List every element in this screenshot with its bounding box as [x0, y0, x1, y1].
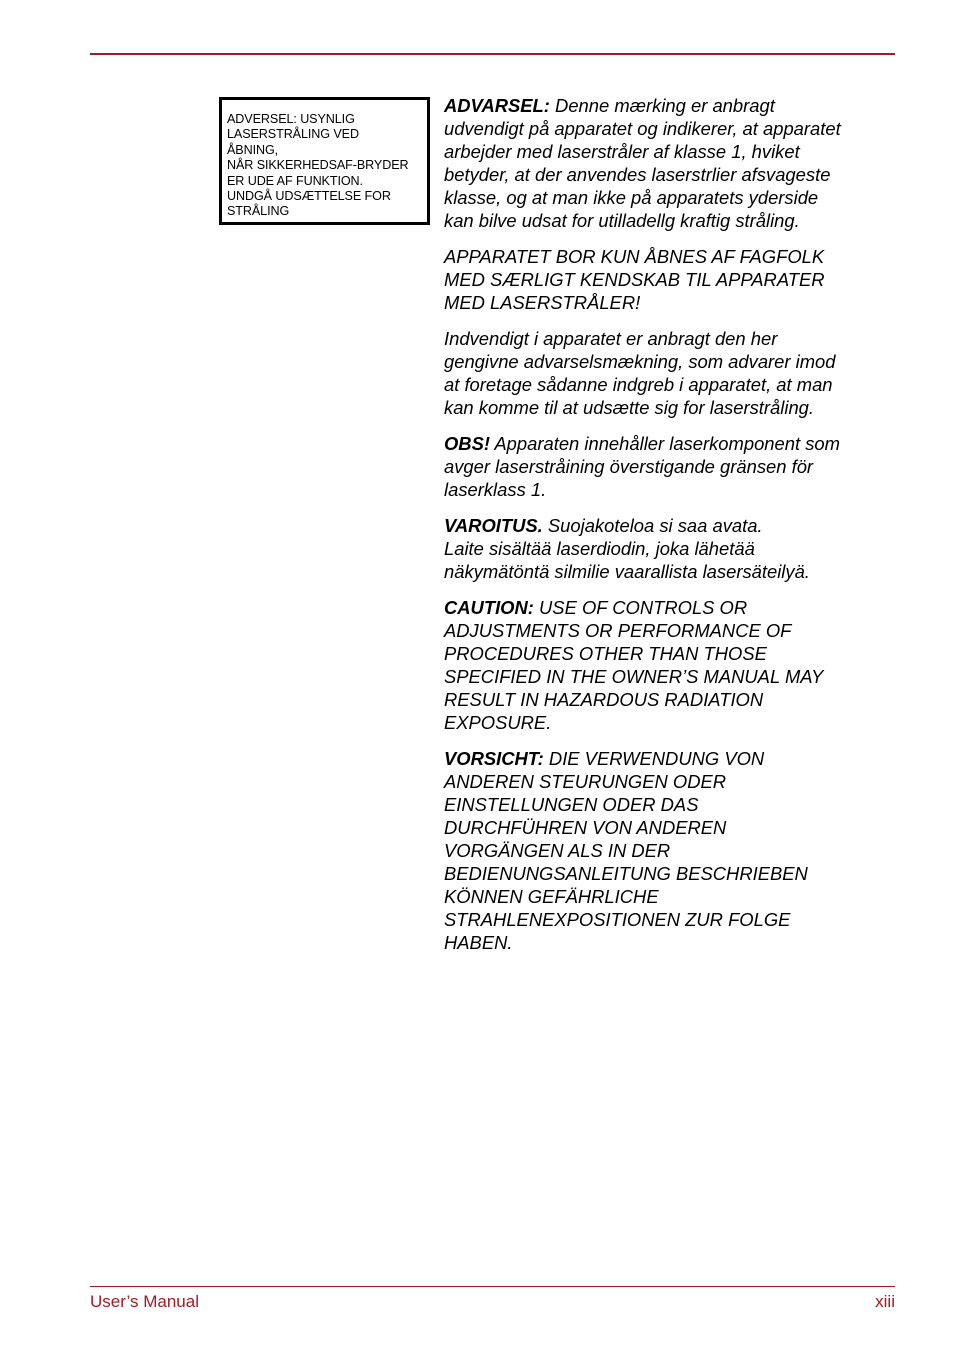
paragraph-body: USE OF CONTROLS OR ADJUSTMENTS OR PERFORMANCE OF PROCEDURES OTHER THAN THOSE SPECIFIED IN THE OWNER’S MANUAL MAY RESULT IN HAZARDOUS RADIATION EXPOSURE.: [444, 597, 824, 733]
paragraph-lead: OBS!: [444, 433, 490, 454]
paragraph-lead: ADVARSEL:: [444, 95, 550, 116]
paragraph-body: Suojakoteloa si saa avata. Laite sisältää laserdiodin, joka lähetää näkymätöntä silmilie vaarallista lasersäteilyä.: [444, 515, 810, 582]
paragraph-lead: VAROITUS.: [444, 515, 543, 536]
paragraph-body: APPARATET BOR KUN ÅBNES AF FAGFOLK MED SÆRLIGT KENDSKAB TIL APPARATER MED LASERSTRÅLER!: [444, 246, 825, 313]
page-number: xiii: [875, 1292, 895, 1311]
paragraph-varoitus: [444, 514, 890, 583]
warning-text-column: [444, 94, 890, 967]
paragraph-body: DIE VERWENDUNG VON ANDEREN STEURUNGEN ODER EINSTELLUNGEN ODER DAS DURCHFÜHREN VON ANDEREN VORGÄNGEN ALS IN DER BEDIENUNGSANLEITUNG BESCHRIEBEN KÖNNEN GEFÄHRLICHE STRAHLENEXPOSITIONEN ZUR FOLGE HABEN.: [444, 748, 808, 953]
paragraph-apparatet: [444, 245, 890, 314]
footer-rule: [90, 1286, 895, 1287]
paragraph-caution: [444, 596, 890, 734]
header-rule: [90, 53, 895, 55]
laser-warning-label: ADVERSEL: USYNLIG LASERSTRÅLING VED ÅBNING, NÅR SIKKERHEDSAF-BRYDER ER UDE AF FUNKTION. UNDGÅ UDSÆTTELSE FOR STRÅLING: [219, 97, 430, 225]
paragraph-lead: VORSICHT:: [444, 748, 544, 769]
paragraph-body: Indvendigt i apparatet er anbragt den her gengivne advarselsmækning, som advarer imod at foretage sådanne indgreb i apparatet, at man kan komme til at udsætte sig for laserstråling.: [444, 328, 836, 418]
paragraph-vorsicht: [444, 747, 890, 954]
paragraph-body: Denne mærking er anbragt udvendigt på apparatet og indikerer, at apparatet arbejder med laserstråler af klasse 1, hviket betyder, at der anvendes laserstrlier afsvageste klasse, og at man ikke på apparatets yderside kan bilve udsat for utilladellg kraftig stråling.: [444, 95, 841, 231]
footer-manual-title: User’s Manual: [90, 1292, 199, 1311]
paragraph-indvendigt: [444, 327, 890, 419]
paragraph-lead: CAUTION:: [444, 597, 534, 618]
paragraph-obs: [444, 432, 890, 501]
paragraph-body: Apparaten innehåller laserkomponent som avger laserstråining överstigande gränsen för laserklass 1.: [444, 433, 840, 500]
paragraph-advarsel: [444, 94, 890, 232]
